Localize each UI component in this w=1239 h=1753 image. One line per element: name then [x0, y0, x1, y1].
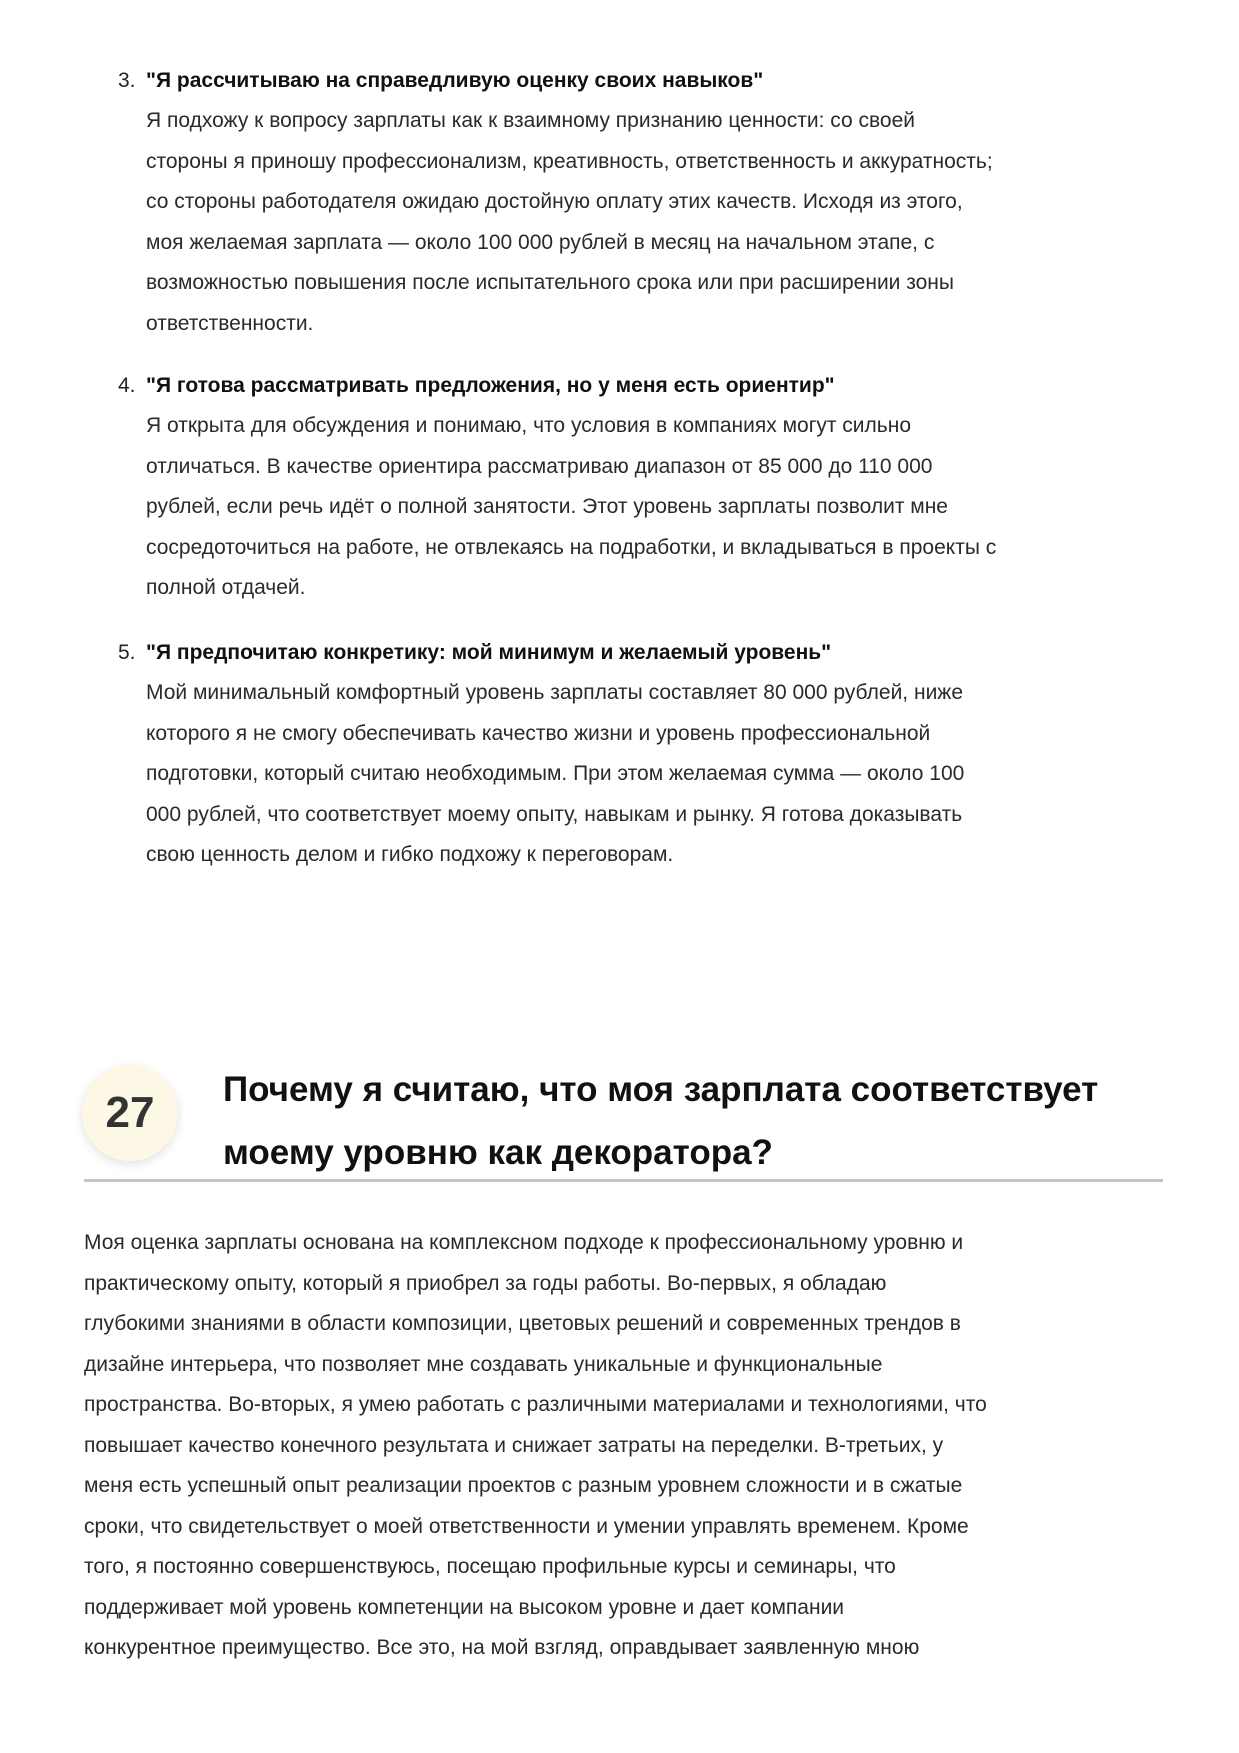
text-line: того, я постоянно совершенствуюсь, посещаю профильные курсы и семинары, что	[84, 1555, 896, 1578]
item-title: "Я рассчитываю на справедливую оценку своих навыков"	[146, 69, 764, 92]
text-line: поддерживает мой уровень компетенции на высоком уровне и дает компании	[84, 1595, 845, 1619]
text-line: дизайне интерьера, что позволяет мне создавать уникальные и функциональные	[84, 1352, 883, 1376]
text-line: Моя оценка зарплаты основана на комплексном подходе к профессиональному уровню и	[84, 1231, 964, 1254]
text-line: ответственности.	[146, 311, 314, 335]
text-line: полной отдачей.	[146, 576, 306, 599]
item-number: 4.	[118, 374, 136, 397]
text-line: отличаться. В качестве ориентира рассматриваю диапазон от 85 000 до 110 000	[146, 454, 933, 478]
text-line: пространства. Во-вторых, я умею работать с различными материалами и технологиями, что	[84, 1393, 987, 1416]
text-line: повышает качество конечного результата и снижает затраты на переделки. В-третьих, у	[84, 1433, 944, 1457]
text-line: Я открыта для обсуждения и понимаю, что условия в компаниях могут сильно	[146, 414, 912, 437]
heading-line: Почему я считаю, что моя зарплата соответствует	[223, 1070, 1099, 1109]
text-line: возможностью повышения после испытательного срока или при расширении зоны	[146, 271, 954, 294]
item-number: 3.	[118, 69, 136, 92]
text-line: стороны я приношу профессионализм, креативность, ответственность и аккуратность;	[146, 149, 993, 173]
item-body	[146, 101, 993, 344]
item-title: "Я предпочитаю конкретику: мой минимум и желаемый уровень"	[146, 641, 832, 664]
item-body	[146, 673, 964, 876]
text-line: которого я не смогу обеспечивать качество жизни и уровень профессиональной	[146, 721, 931, 745]
section-heading	[223, 1058, 1098, 1184]
item-number: 5.	[118, 641, 136, 664]
text-line: 000 рублей, что соответствует моему опыту, навыкам и рынку. Я готова доказывать	[146, 802, 963, 826]
heading-line: моему уровню как декоратора?	[223, 1133, 773, 1172]
text-line: со стороны работодателя ожидаю достойную оплату этих качеств. Исходя из этого,	[146, 190, 963, 213]
text-line: меня есть успешный опыт реализации проектов с разным уровнем сложности и в сжатые	[84, 1474, 963, 1497]
text-line: сроки, что свидетельствует о моей ответственности и умении управлять временем. Кроме	[84, 1514, 969, 1538]
text-line: глубокими знаниями в области композиции, цветовых решений и современных трендов в	[84, 1312, 961, 1335]
text-line: моя желаемая зарплата — около 100 000 рублей в месяц на начальном этапе, с	[146, 230, 935, 254]
section-number-badge: 27	[82, 1065, 178, 1161]
section-paragraph	[84, 1223, 987, 1669]
text-line: рублей, если речь идёт о полной занятости. Этот уровень зарплаты позволит мне	[146, 495, 948, 518]
text-line: конкурентное преимущество. Все это, на мой взгляд, оправдывает заявленную мною	[84, 1636, 920, 1659]
heading-divider	[84, 1179, 1163, 1182]
text-line: практическому опыту, который я приобрел за годы работы. Во-первых, я обладаю	[84, 1271, 887, 1295]
item-body	[146, 406, 996, 609]
text-line: Я подхожу к вопросу зарплаты как к взаимному признанию ценности: со своей	[146, 109, 916, 132]
text-line: сосредоточиться на работе, не отвлекаясь на подработки, и вкладываться в проекты с	[146, 535, 997, 559]
text-line: подготовки, который считаю необходимым. При этом желаемая сумма — около 100	[146, 762, 965, 785]
item-title: "Я готова рассматривать предложения, но у меня есть ориентир"	[146, 374, 835, 397]
text-line: Мой минимальный комфортный уровень зарплаты составляет 80 000 рублей, ниже	[146, 681, 964, 704]
text-line: свою ценность делом и гибко подхожу к переговорам.	[146, 843, 674, 866]
